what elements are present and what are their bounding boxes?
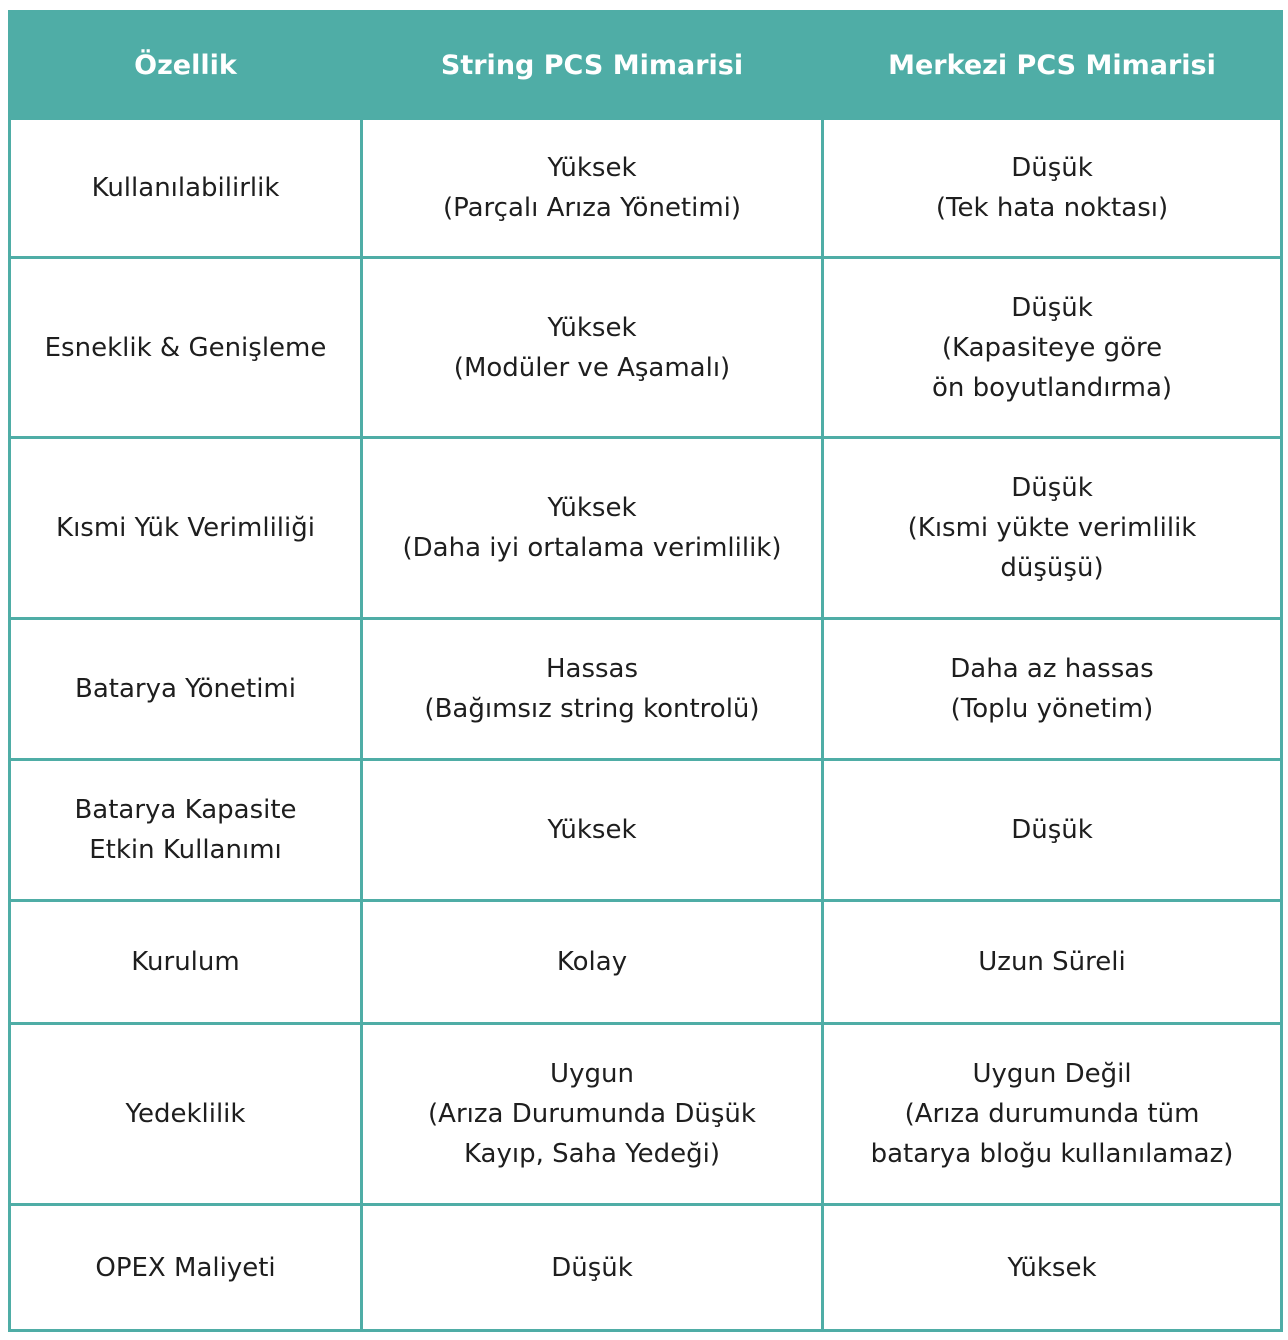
string-pcs-cell: Yüksek (Parçalı Arıza Yönetimi) [362,119,823,258]
header-feature: Özellik [10,12,362,119]
string-pcs-cell: Düşük [362,1205,823,1331]
string-pcs-cell: Uygun (Arıza Durumunda Düşük Kayıp, Saha Yedeği) [362,1023,823,1204]
string-pcs-cell: Yüksek (Daha iyi ortalama verimlilik) [362,438,823,619]
feature-cell: Kullanılabilirlik [10,119,362,258]
string-pcs-cell: Hassas (Bağımsız string kontrolü) [362,619,823,760]
feature-cell: Kısmi Yük Verimliliği [10,438,362,619]
feature-cell: Yedeklilik [10,1023,362,1204]
comparison-table [8,10,1283,1332]
feature-cell: Kurulum [10,901,362,1024]
feature-cell: Batarya Kapasite Etkin Kullanımı [10,760,362,901]
central-pcs-cell: Daha az hassas (Toplu yönetim) [823,619,1282,760]
table-row [10,619,1282,760]
table-row [10,760,1282,901]
central-pcs-cell: Uygun Değil (Arıza durumunda tüm batarya bloğu kullanılamaz) [823,1023,1282,1204]
central-pcs-cell: Düşük (Tek hata noktası) [823,119,1282,258]
header-central-pcs: Merkezi PCS Mimarisi [823,12,1282,119]
string-pcs-cell: Yüksek (Modüler ve Aşamalı) [362,257,823,437]
header-row [10,12,1282,119]
feature-cell: Batarya Yönetimi [10,619,362,760]
table-row [10,438,1282,619]
feature-cell: Esneklik & Genişleme [10,257,362,437]
feature-cell: OPEX Maliyeti [10,1205,362,1331]
table-row [10,1023,1282,1204]
header-string-pcs: String PCS Mimarisi [362,12,823,119]
comparison-table-container [8,10,1280,1332]
string-pcs-cell: Kolay [362,901,823,1024]
table-row [10,257,1282,437]
central-pcs-cell: Yüksek [823,1205,1282,1331]
central-pcs-cell: Düşük (Kapasiteye göre ön boyutlandırma) [823,257,1282,437]
table-row [10,119,1282,258]
central-pcs-cell: Düşük (Kısmi yükte verimlilik düşüşü) [823,438,1282,619]
central-pcs-cell: Uzun Süreli [823,901,1282,1024]
table-row [10,901,1282,1024]
central-pcs-cell: Düşük [823,760,1282,901]
table-row [10,1205,1282,1331]
string-pcs-cell: Yüksek [362,760,823,901]
